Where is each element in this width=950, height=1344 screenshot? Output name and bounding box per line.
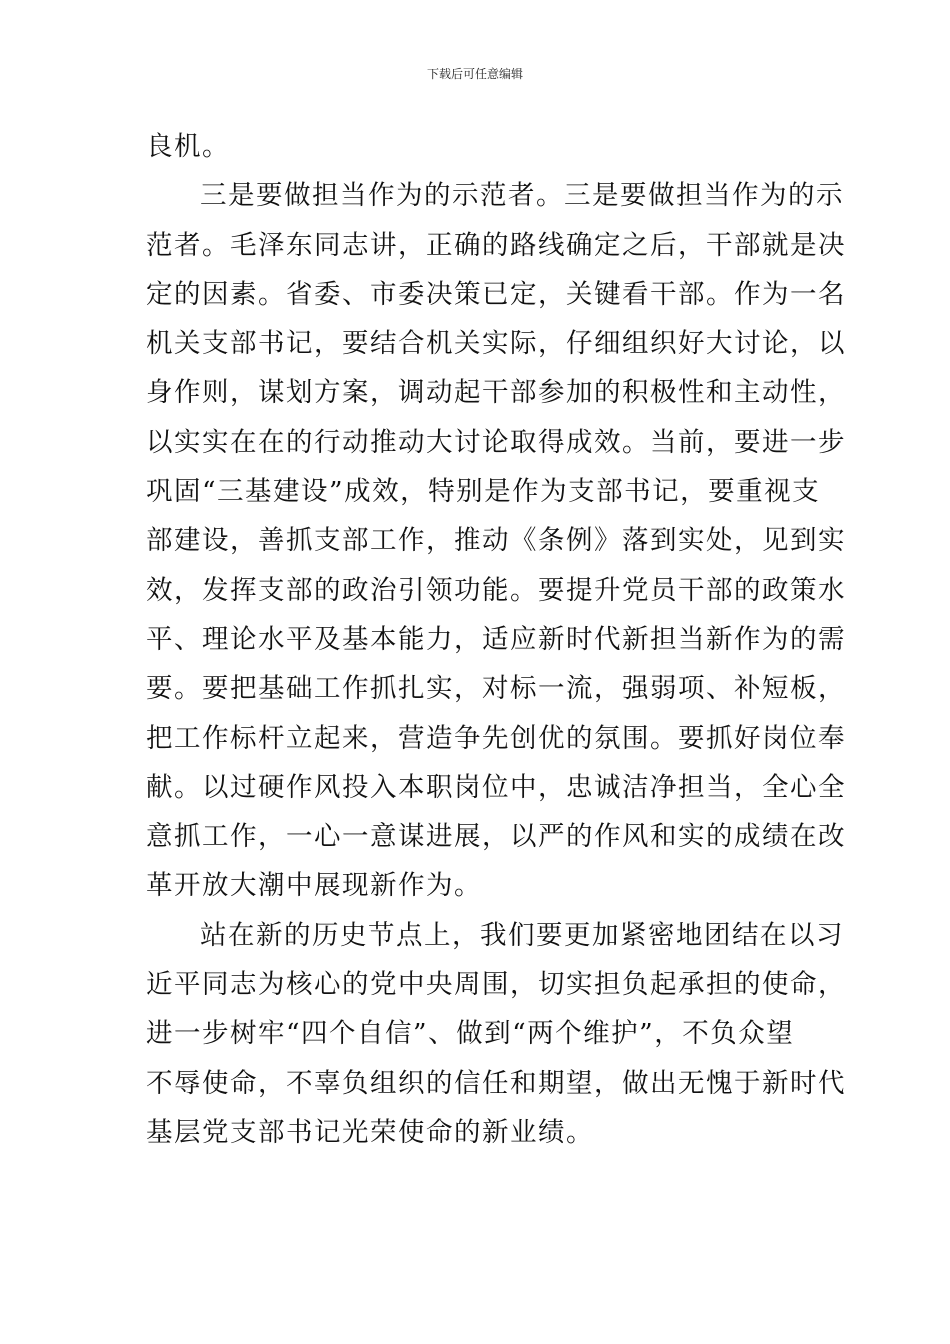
text-line: 良机。 — [146, 131, 230, 162]
page-header: 下载后可任意编辑 — [426, 67, 523, 81]
document-body — [146, 122, 846, 1157]
text-line: 不辱使命，不辜负组织的信任和期望，做出无愧于新时代 — [146, 1067, 846, 1099]
text-line: 平、理论水平及基本能力，适应新时代新担当新作为的需 — [146, 623, 846, 655]
text-line: 把工作标杆立起来，营造争先创优的氛围。要抓好岗位奉 — [146, 722, 846, 754]
text-line: 要。要把基础工作抓扎实，对标一流，强弱项、补短板， — [146, 673, 846, 705]
text-line: 身作则，谋划方案，调动起干部参加的积极性和主动性， — [146, 377, 846, 409]
text-line: 效，发挥支部的政治引领功能。要提升党员干部的政策水 — [146, 574, 846, 606]
text-line: 范者。毛泽东同志讲，正确的路线确定之后，干部就是决 — [146, 229, 846, 261]
text-line: 革开放大潮中展现新作为。 — [146, 870, 482, 902]
text-line: 近平同志为核心的党中央周围，切实担负起承担的使命， — [146, 969, 846, 1001]
text-line: 意抓工作，一心一意谋进展，以严的作风和实的成绩在改 — [146, 821, 846, 853]
text-line: 以实实在在的行动推动大讨论取得成效。当前，要进一步 — [146, 426, 846, 458]
text-line: 三是要做担当作为的示范者。三是要做担当作为的示 — [200, 180, 844, 212]
text-line: 部建设，善抓支部工作，推动《条例》落到实处，见到实 — [146, 525, 846, 557]
text-line: 献。以过硬作风投入本职岗位中，忠诚洁净担当，全心全 — [146, 771, 846, 803]
text-line: 巩固“三基建设”成效，特别是作为支部书记，要重视支 — [146, 476, 821, 508]
text-line: 进一步树牢“四个自信”、做到“两个维护”，不负众望 — [146, 1018, 795, 1050]
text-line: 定的因素。省委、市委决策已定，关键看干部。作为一名 — [146, 278, 846, 310]
text-line: 站在新的历史节点上，我们要更加紧密地团结在以习 — [200, 919, 844, 951]
text-line: 机关支部书记，要结合机关实际，仔细组织好大讨论，以 — [146, 328, 846, 360]
text-line: 基层党支部书记光荣使命的新业绩。 — [146, 1116, 594, 1148]
